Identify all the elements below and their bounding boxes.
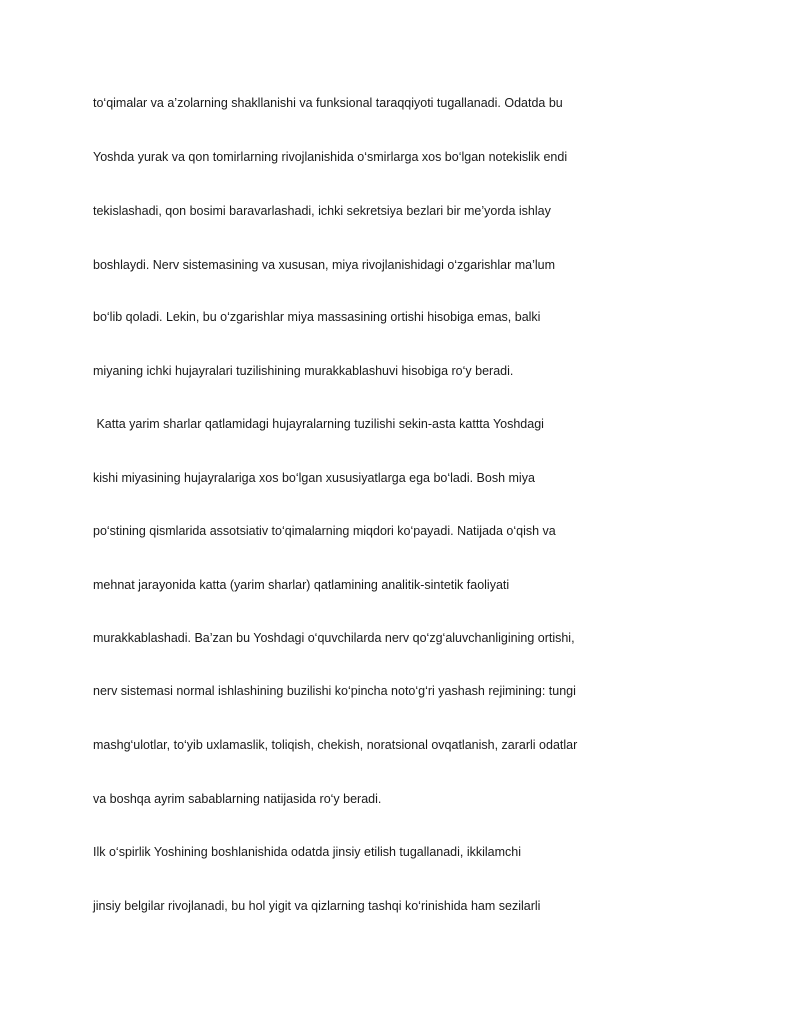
text-line: va boshqa ayrim sabablarning natijasida ro‘y beradi.: [93, 792, 382, 806]
text-line: tekislashadi, qon bosimi baravarlashadi, ichki sekretsiya bezlari bir me’yorda ishlay: [93, 204, 551, 218]
text-line: Katta yarim sharlar qatlamidagi hujayralarning tuzilishi sekin-asta kattta Yoshdagi: [93, 417, 544, 431]
text-line: kishi miyasining hujayralariga xos bo‘lgan xususiyatlarga ega bo‘ladi. Bosh miya: [93, 471, 535, 485]
text-line: to‘qimalar va a’zolarning shakllanishi va funksional taraqqiyoti tugallanadi. Odatda bu: [93, 96, 563, 110]
text-line: murakkablashadi. Ba’zan bu Yoshdagi o‘quvchilarda nerv qo‘zg‘aluvchanligining ortishi,: [93, 631, 575, 645]
text-line: boshlaydi. Nerv sistemasining va xususan, miya rivojlanishidagi o‘zgarishlar ma’lum: [93, 258, 555, 272]
text-line: miyaning ichki hujayralari tuzilishining murakkablashuvi hisobiga ro‘y beradi.: [93, 364, 514, 378]
text-line: Ilk o‘spirlik Yoshining boshlanishida odatda jinsiy etilish tugallanadi, ikkilamchi: [93, 845, 522, 859]
text-line: Yoshda yurak va qon tomirlarning rivojlanishida o‘smirlarga xos bo‘lgan notekislik endi: [93, 150, 568, 164]
text-line: nerv sistemasi normal ishlashining buzilishi ko‘pincha noto‘g‘ri yashash rejimining: tungi: [93, 684, 576, 698]
text-line: mashg‘ulotlar, to‘yib uxlamaslik, toliqish, chekish, noratsional ovqatlanish, zararli odatlar: [93, 738, 578, 752]
text-line: mehnat jarayonida katta (yarim sharlar) qatlamining analitik-sintetik faoliyati: [93, 578, 510, 592]
text-line: jinsiy belgilar rivojlanadi, bu hol yigit va qizlarning tashqi ko‘rinishida ham sezilarli: [93, 899, 541, 913]
text-line: po‘stining qismlarida assotsiativ to‘qimalarning miqdori ko‘payadi. Natijada o‘qish va: [93, 524, 556, 538]
text-line: bo‘lib qoladi. Lekin, bu o‘zgarishlar miya massasining ortishi hisobiga emas, balki: [93, 310, 541, 324]
